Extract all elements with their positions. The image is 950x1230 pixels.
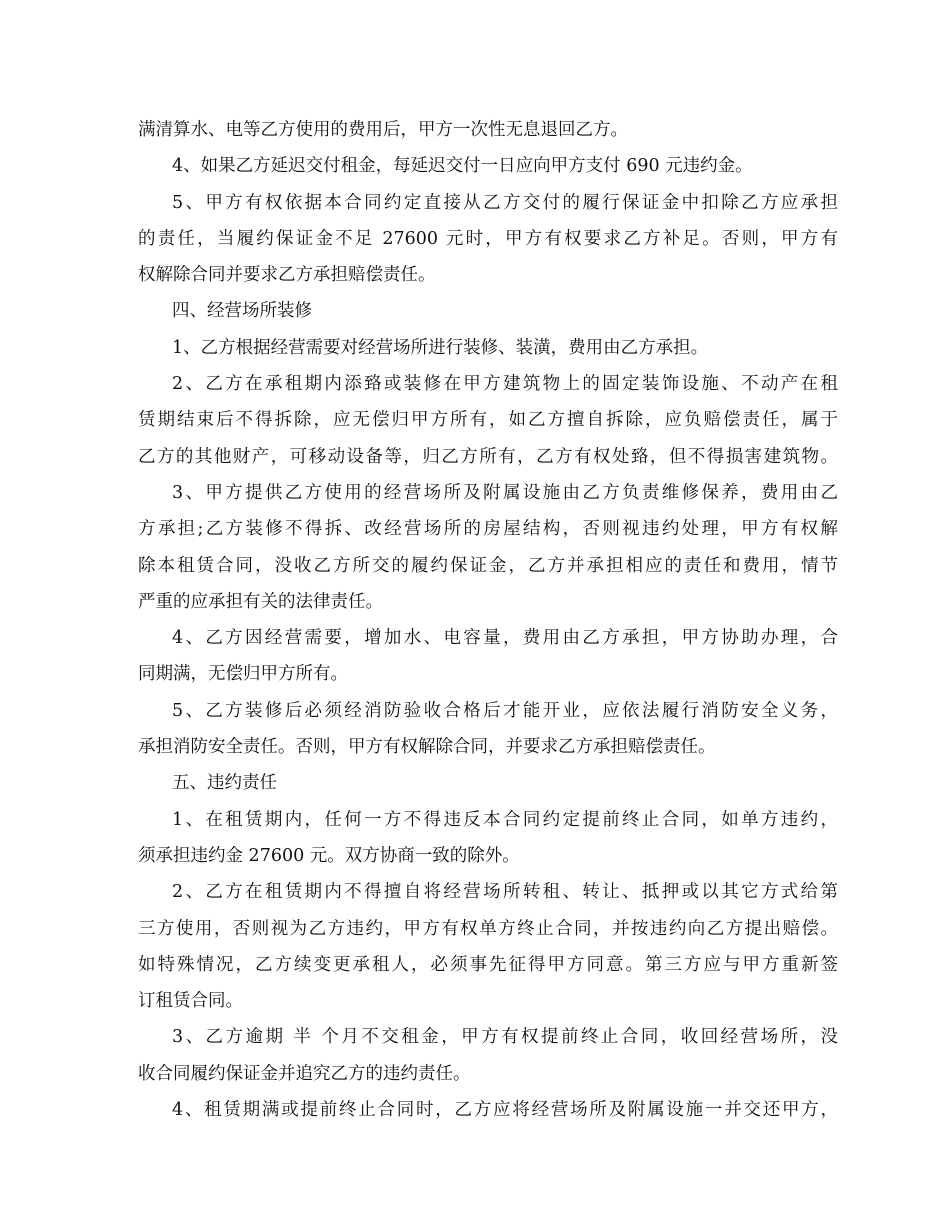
document-line: 五、违约责任 — [172, 773, 277, 794]
document-line: 赁期结束后不得拆除，应无偿归甲方所有，如乙方擅自拆除，应负赔偿责任，属于 — [138, 410, 838, 431]
document-line: 同期满，无偿归甲方所有。 — [138, 664, 348, 685]
document-line: 严重的应承担有关的法律责任。 — [138, 591, 383, 612]
document-line: 除本租赁合同，没收乙方所交的履约保证金，乙方并承担相应的责任和费用，情节 — [138, 555, 838, 576]
document-body — [138, 112, 838, 1128]
document-line: 4、乙方因经营需要，增加水、电容量，费用由乙方承担，甲方协助办理，合 — [172, 628, 838, 649]
document-line: 乙方的其他财产，可移动设备等，归乙方所有，乙方有权处臵，但不得损害建筑物。 — [138, 446, 838, 467]
document-line: 2、乙方在租赁期内不得擅自将经营场所转租、转让、抵押或以其它方式给第 — [172, 882, 838, 903]
document-line: 四、经营场所装修 — [172, 301, 312, 322]
document-line: 5、乙方装修后必须经消防验收合格后才能开业，应依法履行消防安全义务， — [172, 700, 838, 721]
document-line: 订租赁合同。 — [138, 991, 243, 1012]
document-line: 如特殊情况，乙方续变更承租人，必须事先征得甲方同意。第三方应与甲方重新签 — [138, 954, 838, 975]
document-line: 的责任，当履约保证金不足 27600 元时，甲方有权要求乙方补足。否则，甲方有 — [138, 228, 838, 249]
document-line: 1、在租赁期内，任何一方不得违反本合同约定提前终止合同，如单方违约， — [172, 809, 838, 830]
document-line: 满清算水、电等乙方使用的费用后，甲方一次性无息退回乙方。 — [138, 120, 628, 140]
document-line: 3、甲方提供乙方使用的经营场所及附属设施由乙方负责维修保养，费用由乙 — [172, 482, 838, 503]
document-line: 1、乙方根据经营需要对经营场所进行装修、装潢，费用由乙方承担。 — [172, 337, 709, 358]
document-line: 须承担违约金 27600 元。双方协商一致的除外。 — [138, 845, 520, 866]
document-line: 3、乙方逾期 半 个月不交租金，甲方有权提前终止合同，收回经营场所，没 — [172, 1027, 838, 1048]
document-line: 收合同履约保证金并追究乙方的违约责任。 — [138, 1063, 471, 1084]
document-line: 三方使用，否则视为乙方违约，甲方有权单方终止合同，并按违约向乙方提出赔偿。 — [138, 918, 838, 939]
document-line: 权解除合同并要求乙方承担赔偿责任。 — [138, 265, 436, 286]
document-line: 5、甲方有权依据本合同约定直接从乙方交付的履行保证金中扣除乙方应承担 — [172, 192, 838, 213]
document-line: 4、租赁期满或提前终止合同时，乙方应将经营场所及附属设施一并交还甲方， — [172, 1100, 838, 1121]
document-line: 4、如果乙方延迟交付租金，每延迟交付一日应向甲方支付 690 元违约金。 — [172, 156, 753, 177]
document-line: 方承担;乙方装修不得拆、改经营场所的房屋结构，否则视违约处理，甲方有权解 — [138, 519, 838, 540]
document-line: 2、乙方在承租期内添臵或装修在甲方建筑物上的固定装饰设施、不动产在租 — [172, 374, 838, 395]
document-line: 承担消防安全责任。否则，甲方有权解除合同，并要求乙方承担赔偿责任。 — [138, 737, 716, 758]
